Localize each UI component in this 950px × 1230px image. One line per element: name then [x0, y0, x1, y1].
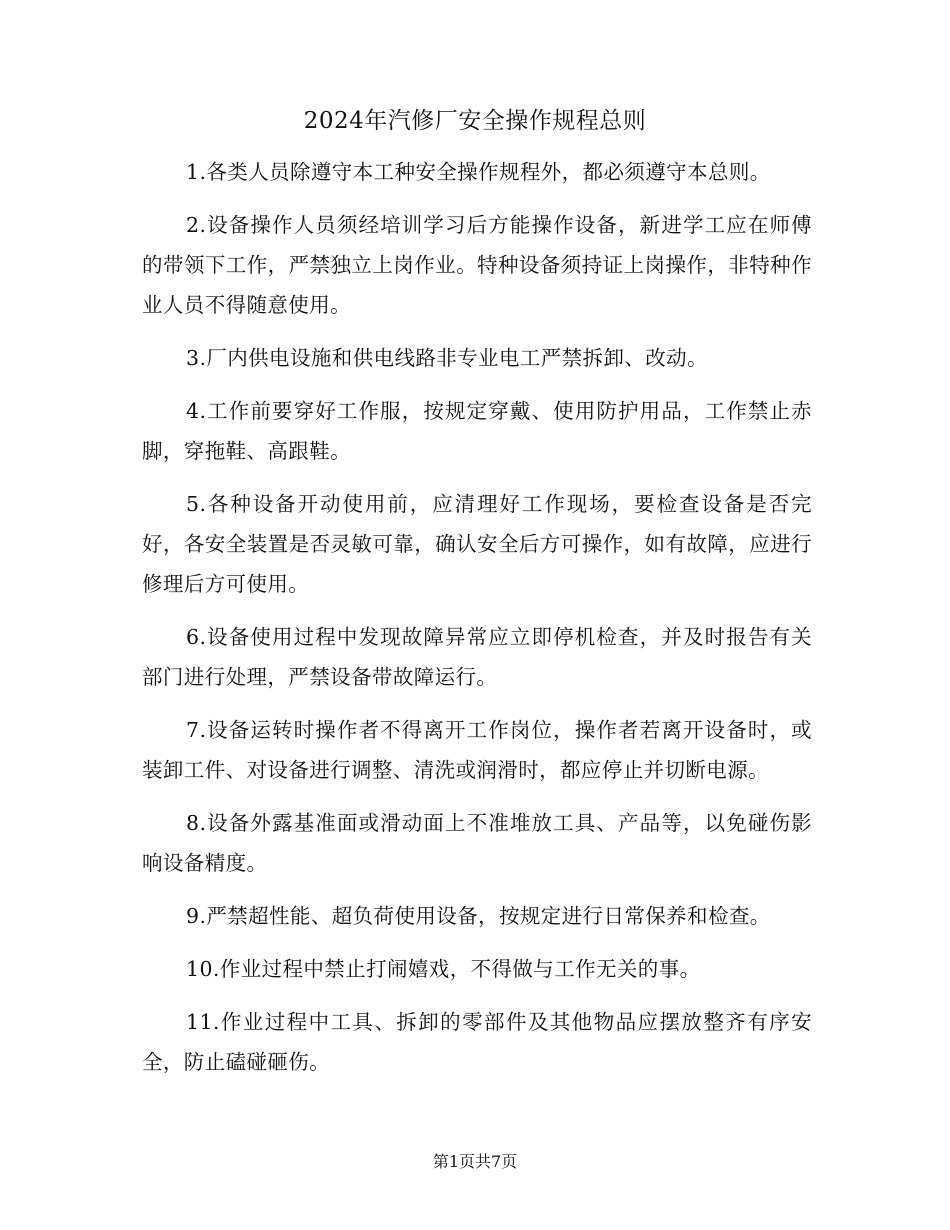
document-body — [142, 152, 812, 1095]
rule-paragraph-7: 7.设备运转时操作者不得离开工作岗位，操作者若离开设备时，或装卸工件、对设备进行调整、清洗或润滑时，都应停止并切断电源。 — [142, 718, 812, 782]
rule-paragraph-4: 4.工作前要穿好工作服，按规定穿戴、使用防护用品，工作禁止赤脚，穿拖鞋、高跟鞋。 — [142, 399, 812, 463]
rule-paragraph-8: 8.设备外露基准面或滑动面上不准堆放工具、产品等，以免碰伤影响设备精度。 — [142, 811, 812, 875]
page-number-footer: 第1页共7页 — [432, 1152, 518, 1171]
rule-paragraph-2: 2.设备操作人员须经培训学习后方能操作设备，新进学工应在师傅的带领下工作，严禁独立上岗作业。特种设备须持证上岗操作，非特种作业人员不得随意使用。 — [142, 213, 812, 317]
document-title: 2024年汽修厂安全操作规程总则 — [303, 108, 647, 134]
rule-paragraph-9: 9.严禁超性能、超负荷使用设备，按规定进行日常保养和检查。 — [186, 904, 771, 928]
rule-paragraph-10: 10.作业过程中禁止打闹嬉戏，不得做与工作无关的事。 — [186, 957, 701, 981]
rule-paragraph-1: 1.各类人员除遵守本工种安全操作规程外，都必须遵守本总则。 — [186, 160, 771, 184]
rule-paragraph-3: 3.厂内供电设施和供电线路非专业电工严禁拆卸、改动。 — [186, 346, 708, 370]
rule-paragraph-11: 11.作业过程中工具、拆卸的零部件及其他物品应摆放整齐有序安全，防止磕碰砸伤。 — [142, 1010, 812, 1074]
rule-paragraph-6: 6.设备使用过程中发现故障异常应立即停机检查，并及时报告有关部门进行处理，严禁设备带故障运行。 — [142, 625, 812, 689]
rule-paragraph-5: 5.各种设备开动使用前，应清理好工作现场，要检查设备是否完好，各安全装置是否灵敏可靠，确认安全后方可操作，如有故障，应进行修理后方可使用。 — [142, 492, 812, 596]
